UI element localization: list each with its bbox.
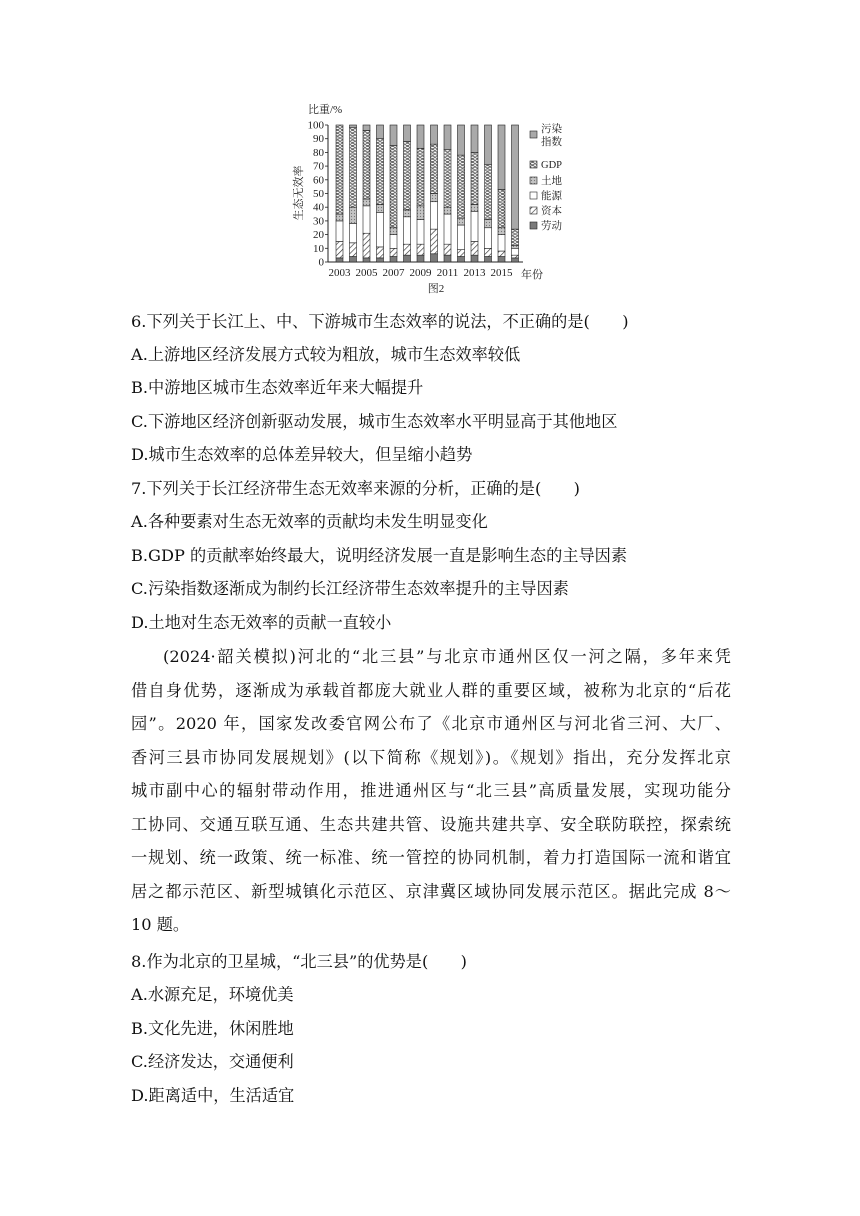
bar-segment-土地-2011 [444, 207, 451, 214]
q8-option-b: B.文化先进，休闲胜地 [131, 1019, 294, 1038]
bar-segment-污染指数-2016 [512, 125, 519, 229]
y-tick-label: 30 [313, 215, 324, 228]
bar-segment-土地-2005 [363, 199, 370, 206]
bar-segment-土地-2016 [512, 246, 519, 249]
passage-line: 借自身优势，逐渐成为承载首都庞大就业人群的重要区域，被称为北京的“后花 [131, 680, 731, 700]
q6-option-a: A.上游地区经济发展方式较为粗放，城市生态效率较低 [131, 345, 521, 364]
bar-segment-土地-2007 [390, 228, 397, 235]
passage-line: 城市副中心的辐射带动作用，推进通州区与“北三县”高质量发展，实现功能分 [131, 781, 731, 800]
bar-segment-劳动-2009 [417, 255, 424, 262]
legend-swatch-污染指数 [530, 131, 537, 138]
bar-segment-能源-2012 [458, 225, 465, 250]
legend-label-能源: 能源 [541, 191, 562, 202]
legend-label-劳动: 劳动 [541, 221, 562, 232]
q6-option-d: D.城市生态效率的总体差异较大，但呈缩小趋势 [131, 445, 473, 464]
bar-segment-资本-2009 [417, 244, 424, 255]
q7-option-c: C.污染指数逐渐成为制约长江经济带生态效率提升的主导因素 [131, 579, 569, 598]
reading-passage [131, 640, 731, 942]
bar-segment-污染指数-2011 [444, 125, 451, 150]
bar-segment-资本-2014 [485, 248, 492, 256]
y-tick-label: 40 [313, 201, 324, 214]
bar-segment-污染指数-2014 [485, 125, 492, 165]
legend-label-资本: 资本 [541, 206, 562, 217]
bar-segment-能源-2010 [431, 202, 438, 229]
q8-option-d: D.距离适中，生活适宜 [131, 1086, 295, 1105]
bar-segment-资本-2016 [512, 255, 519, 258]
bar-segment-污染指数-2005 [363, 125, 370, 130]
bar-segment-劳动-2014 [485, 257, 492, 262]
bar-segment-能源-2003 [336, 221, 343, 242]
bar-segment-土地-2010 [431, 194, 438, 202]
bar-segment-能源-2006 [377, 213, 384, 247]
y-unit-label: 比重/% [308, 104, 343, 116]
bar-segment-劳动-2008 [404, 255, 411, 262]
bar-segment-污染指数-2004 [350, 125, 357, 128]
bar-segment-GDP-2007 [390, 146, 397, 228]
y-tick-label: 100 [307, 119, 324, 132]
bar-segment-能源-2015 [498, 235, 505, 251]
legend-label-污染指数: 污染指数 [541, 124, 562, 148]
bar-segment-能源-2014 [485, 228, 492, 249]
y-tick-label: 20 [313, 229, 324, 242]
bar-segment-GDP-2014 [485, 165, 492, 220]
bar-segment-资本-2006 [377, 247, 384, 258]
y-tick-label: 0 [318, 256, 324, 269]
bar-segment-能源-2004 [350, 224, 357, 243]
legend-swatch-劳动 [530, 222, 537, 229]
bar-segment-劳动-2015 [498, 257, 505, 262]
q7-stem: 7.下列关于长江经济带生态无效率来源的分析，正确的是( ) [131, 479, 580, 498]
bar-segment-GDP-2003 [336, 125, 343, 214]
bar-segment-资本-2003 [336, 241, 343, 257]
legend-swatch-资本 [530, 207, 537, 214]
bar-segment-污染指数-2009 [417, 125, 424, 148]
y-tick-label: 70 [313, 160, 324, 173]
bar-segment-GDP-2008 [404, 141, 411, 210]
q6-option-b: B.中游地区城市生态效率近年来大幅提升 [131, 378, 424, 397]
legend-label-GDP: GDP [541, 160, 563, 171]
bar-segment-劳动-2012 [458, 257, 465, 262]
bar-segment-GDP-2004 [350, 128, 357, 207]
q8-stem: 8.作为北京的卫星城，“北三县”的优势是( ) [131, 952, 467, 971]
bar-segment-土地-2006 [377, 204, 384, 212]
bar-segment-劳动-2005 [363, 258, 370, 262]
bar-segment-能源-2005 [363, 206, 370, 233]
q8-option-c: C.经济发达，交通便利 [131, 1052, 294, 1071]
q7-option-b: B.GDP 的贡献率始终最大，说明经济发展一直是影响生态的主导因素 [131, 546, 628, 565]
bar-segment-劳动-2007 [390, 257, 397, 262]
y-tick-label: 50 [313, 188, 324, 200]
bar-segment-能源-2007 [390, 235, 397, 249]
x-tick-label: 2003 [328, 267, 351, 279]
bar-segment-GDP-2006 [377, 139, 384, 205]
passage-line: 香河三县市协同发展规划》(以下简称《规划》)。《规划》指出，充分发挥北京 [131, 747, 731, 767]
bar-segment-资本-2007 [390, 248, 397, 256]
bar-segment-资本-2013 [471, 241, 478, 255]
q6-stem: 6.下列关于长江上、中、下游城市生态效率的说法，不正确的是( ) [131, 312, 629, 331]
y-axis-title: 生态无效率 [293, 165, 305, 221]
bar-segment-GDP-2013 [471, 152, 478, 204]
passage-line: 10 题。 [131, 915, 190, 934]
bar-segment-资本-2005 [363, 233, 370, 258]
bar-segment-GDP-2015 [498, 189, 505, 227]
bar-segment-污染指数-2010 [431, 125, 438, 144]
bar-segment-GDP-2016 [512, 229, 519, 245]
bar-segment-能源-2008 [404, 217, 411, 244]
legend-swatch-GDP [530, 161, 537, 168]
passage-line: (2024·韶关模拟)河北的“北三县”与北京市通州区仅一河之隔，多年来凭 [163, 647, 731, 666]
bar-segment-土地-2009 [417, 206, 424, 220]
bar-segment-污染指数-2012 [458, 125, 465, 155]
bar-segment-劳动-2010 [431, 254, 438, 262]
legend-label-土地: 土地 [541, 176, 562, 187]
bar-segment-资本-2011 [444, 244, 451, 255]
q7-option-a: A.各种要素对生态无效率的贡献均未发生明显变化 [131, 512, 488, 531]
bar-segment-土地-2012 [458, 218, 465, 225]
bar-segment-资本-2012 [458, 250, 465, 257]
bar-segment-能源-2011 [444, 214, 451, 244]
bar-segment-土地-2004 [350, 207, 357, 223]
passage-line: 居之都示范区、新型城镇化示范区、京津冀区域协同发展示范区。据此完成 8～ [131, 881, 731, 901]
x-tick-label: 2015 [490, 267, 513, 279]
bar-segment-GDP-2005 [363, 130, 370, 199]
passage-line: 一规划、统一政策、统一标准、统一管控的协同机制，着力打造国际一流和谐宜 [131, 848, 731, 867]
y-tick-label: 10 [313, 242, 324, 255]
x-tick-label: 2009 [409, 267, 432, 279]
bar-segment-能源-2009 [417, 220, 424, 245]
y-tick-label: 60 [313, 174, 324, 187]
bar-segment-污染指数-2013 [471, 125, 478, 152]
bar-segment-GDP-2012 [458, 155, 465, 218]
bar-segment-污染指数-2015 [498, 125, 505, 189]
bar-segment-劳动-2003 [336, 258, 343, 262]
bar-segment-劳动-2006 [377, 258, 384, 262]
q6-option-c: C.下游地区经济创新驱动发展，城市生态效率水平明显高于其他地区 [131, 412, 618, 431]
bar-segment-土地-2008 [404, 210, 411, 217]
bar-segment-劳动-2016 [512, 258, 519, 262]
passage-line: 园”。2020 年，国家发改委官网公布了《北京市通州区与河北省三河、大厂、 [131, 714, 731, 733]
figure-caption: 图2 [427, 283, 445, 295]
bar-segment-能源-2013 [471, 211, 478, 241]
bar-segment-劳动-2011 [444, 255, 451, 262]
q7-option-d: D.土地对生态无效率的贡献一直较小 [131, 613, 392, 632]
bar-segment-污染指数-2008 [404, 125, 411, 141]
y-tick-label: 90 [313, 133, 324, 146]
bar-segment-资本-2015 [498, 251, 505, 256]
bar-segment-资本-2010 [431, 229, 438, 254]
q8-option-a: A.水源充足，环境优美 [131, 985, 294, 1004]
passage-line: 工协同、交通互联互通、生态共建共管、设施共建共享、安全联防联控，探索统 [131, 814, 731, 834]
x-tick-label: 2011 [436, 267, 459, 279]
bar-segment-劳动-2004 [350, 257, 357, 262]
legend-swatch-能源 [530, 192, 537, 199]
bar-segment-污染指数-2006 [377, 125, 384, 139]
bar-segment-土地-2013 [471, 204, 478, 211]
bar-segment-污染指数-2007 [390, 125, 397, 146]
x-unit-label: 年份 [521, 269, 543, 281]
bar-segment-资本-2008 [404, 244, 411, 255]
x-tick-label: 2005 [355, 267, 378, 279]
x-tick-label: 2007 [382, 267, 405, 279]
bar-segment-土地-2003 [336, 214, 343, 221]
bar-segment-能源-2016 [512, 248, 519, 255]
chart-figure [290, 98, 570, 298]
stacked-bar-chart [290, 98, 570, 298]
bar-segment-劳动-2013 [471, 255, 478, 262]
bar-segment-土地-2015 [498, 228, 505, 235]
y-tick-label: 80 [313, 146, 324, 159]
bar-segment-GDP-2010 [431, 144, 438, 193]
legend-swatch-土地 [530, 177, 537, 184]
bar-segment-资本-2004 [350, 243, 357, 257]
x-tick-label: 2013 [463, 267, 486, 279]
bar-segment-GDP-2009 [417, 148, 424, 206]
bar-segment-GDP-2011 [444, 150, 451, 208]
bar-segment-土地-2014 [485, 220, 492, 228]
